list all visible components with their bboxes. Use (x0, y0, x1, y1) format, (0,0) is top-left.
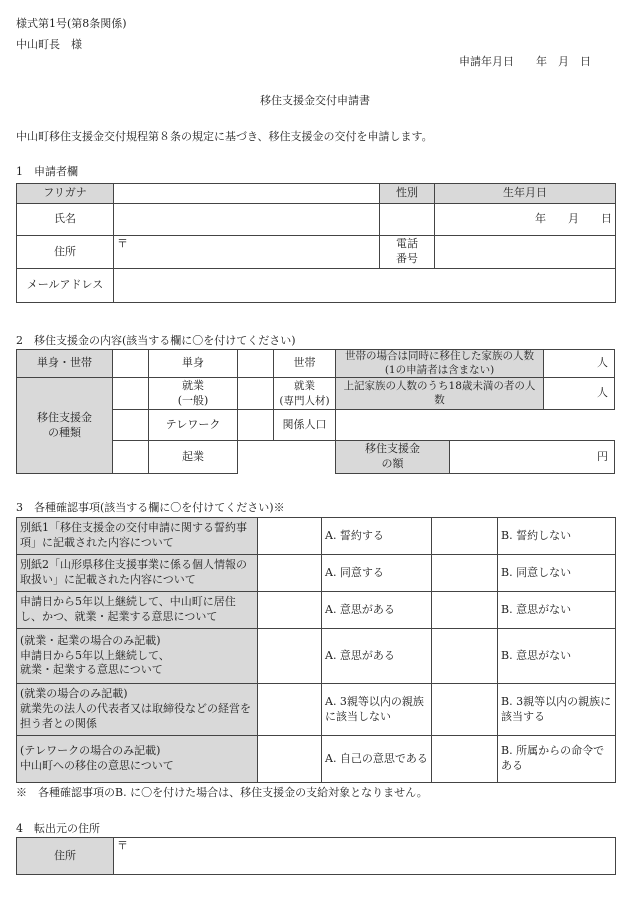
option-b: B. 意思がない (498, 592, 616, 629)
employment-general-option: 就業 (一般) (148, 377, 238, 410)
single-household-label: 単身・世帯 (16, 349, 113, 378)
minors-count-note: 上記家族の人数のうち18歳未満の者の人数 (335, 377, 544, 410)
yen-unit: 円 (597, 449, 608, 463)
section1-heading: 1 申請者欄 (16, 165, 78, 178)
section4-heading: 4 転出元の住所 (16, 822, 100, 835)
option-b-check-box[interactable] (432, 555, 498, 592)
option-a: A. 自己の意思である (322, 736, 432, 783)
option-b-check-box[interactable] (432, 736, 498, 783)
section2-heading: 2 移住支援金の内容(該当する欄に〇を付けてください) (16, 334, 296, 347)
option-b-check-box[interactable] (432, 629, 498, 684)
single-option: 単身 (148, 349, 238, 378)
option-a-check-box[interactable] (258, 592, 322, 629)
option-a: A. 誓約する (322, 518, 432, 555)
applicant-table (16, 183, 616, 303)
person-unit: 人 (597, 386, 608, 400)
amount-label: 移住支援金 の額 (335, 440, 450, 474)
confirmation-table (16, 517, 616, 783)
address-label: 住所 (17, 236, 114, 269)
household-members-field[interactable] (543, 349, 615, 378)
amount-field[interactable] (449, 440, 615, 474)
intro-text: 中山町移住支援金交付規程第８条の規定に基づき、移住支援金の交付を申請します。 (16, 130, 433, 143)
confirmation-item-label: (就業の場合のみ記載) 就業先の法人の代表者又は取締役などの経営を担う者との関係 (17, 684, 258, 736)
option-a-check-box[interactable] (258, 518, 322, 555)
employment-specialist-option: 就業 (専門人材) (273, 377, 336, 410)
furigana-label: フリガナ (17, 184, 114, 204)
option-a-check-box[interactable] (258, 555, 322, 592)
address-field[interactable] (114, 236, 380, 269)
option-b: B. 意思がない (498, 629, 616, 684)
postal-mark: 〒 (117, 839, 128, 852)
footnote: ※ 各種確認事項のB. に〇を付けた場合は、移住支援金の支給対象となりません。 (16, 786, 428, 799)
phone-field[interactable] (435, 236, 616, 269)
category-label: 移住支援金 の種類 (16, 377, 113, 474)
confirmation-item-label: 別紙1「移住支援金の交付申請に関する誓約事項」に記載された内容について (17, 518, 258, 555)
confirmation-item-label: (テレワークの場合のみ記載) 中山町への移住の意思について (17, 736, 258, 783)
gender-label: 性別 (380, 184, 435, 204)
support-content-grid (16, 349, 615, 474)
employment-general-check-box[interactable] (112, 377, 149, 410)
minors-count-field[interactable] (543, 377, 615, 410)
option-b: B. 3親等以内の親族に該当する (498, 684, 616, 736)
household-option: 世帯 (273, 349, 336, 378)
household-members-note: 世帯の場合は同時に移住した家族の人数(1の申請者は含まない) (335, 349, 544, 378)
single-check-box[interactable] (112, 349, 149, 378)
form-number: 様式第1号(第8条関係) (16, 17, 127, 30)
household-check-box[interactable] (237, 349, 274, 378)
application-date-label: 申請年月日 年 月 日 (459, 55, 591, 68)
related-population-check-box[interactable] (237, 409, 274, 441)
option-a: A. 意思がある (322, 629, 432, 684)
related-population-option: 関係人口 (273, 409, 336, 441)
name-field[interactable] (114, 204, 380, 236)
option-b: B. 所属からの命令である (498, 736, 616, 783)
option-a: A. 3親等以内の親族に該当しない (322, 684, 432, 736)
entrepreneur-check-box[interactable] (112, 440, 149, 474)
postal-mark: 〒 (117, 237, 128, 250)
option-b: B. 誓約しない (498, 518, 616, 555)
option-a-check-box[interactable] (258, 684, 322, 736)
furigana-field[interactable] (114, 184, 380, 204)
phone-label: 電話 番号 (380, 236, 435, 269)
option-a-check-box[interactable] (258, 629, 322, 684)
addressee: 中山町長 様 (16, 38, 82, 51)
option-a: A. 意思がある (322, 592, 432, 629)
section3-heading: 3 各種確認事項(該当する欄に〇を付けてください)※ (16, 501, 285, 514)
name-label: 氏名 (17, 204, 114, 236)
previous-address-label: 住所 (17, 838, 114, 875)
option-b-check-box[interactable] (432, 518, 498, 555)
birthdate-label: 生年月日 (435, 184, 616, 204)
document-title: 移住支援金交付申請書 (260, 94, 370, 107)
option-b-check-box[interactable] (432, 592, 498, 629)
option-b: B. 同意しない (498, 555, 616, 592)
telework-check-box[interactable] (112, 409, 149, 441)
confirmation-item-label: 別紙2「山形県移住支援事業に係る個人情報の取扱い」に記載された内容について (17, 555, 258, 592)
email-label: メールアドレス (17, 269, 114, 303)
entrepreneur-option: 起業 (148, 440, 238, 474)
previous-address-table (16, 837, 616, 875)
telework-option: テレワーク (148, 409, 238, 441)
employment-specialist-check-box[interactable] (237, 377, 274, 410)
birthdate-field[interactable]: 年 月 日 (435, 204, 616, 236)
option-a-check-box[interactable] (258, 736, 322, 783)
gender-field[interactable] (380, 204, 435, 236)
confirmation-item-label: 申請日から5年以上継続して、中山町に居住し、かつ、就業・起業する意思について (17, 592, 258, 629)
previous-address-field[interactable] (114, 838, 616, 875)
option-b-check-box[interactable] (432, 684, 498, 736)
email-field[interactable] (114, 269, 616, 303)
confirmation-item-label: (就業・起業の場合のみ記載) 申請日から5年以上継続して、 就業・起業する意思について (17, 629, 258, 684)
person-unit: 人 (597, 356, 608, 370)
option-a: A. 同意する (322, 555, 432, 592)
